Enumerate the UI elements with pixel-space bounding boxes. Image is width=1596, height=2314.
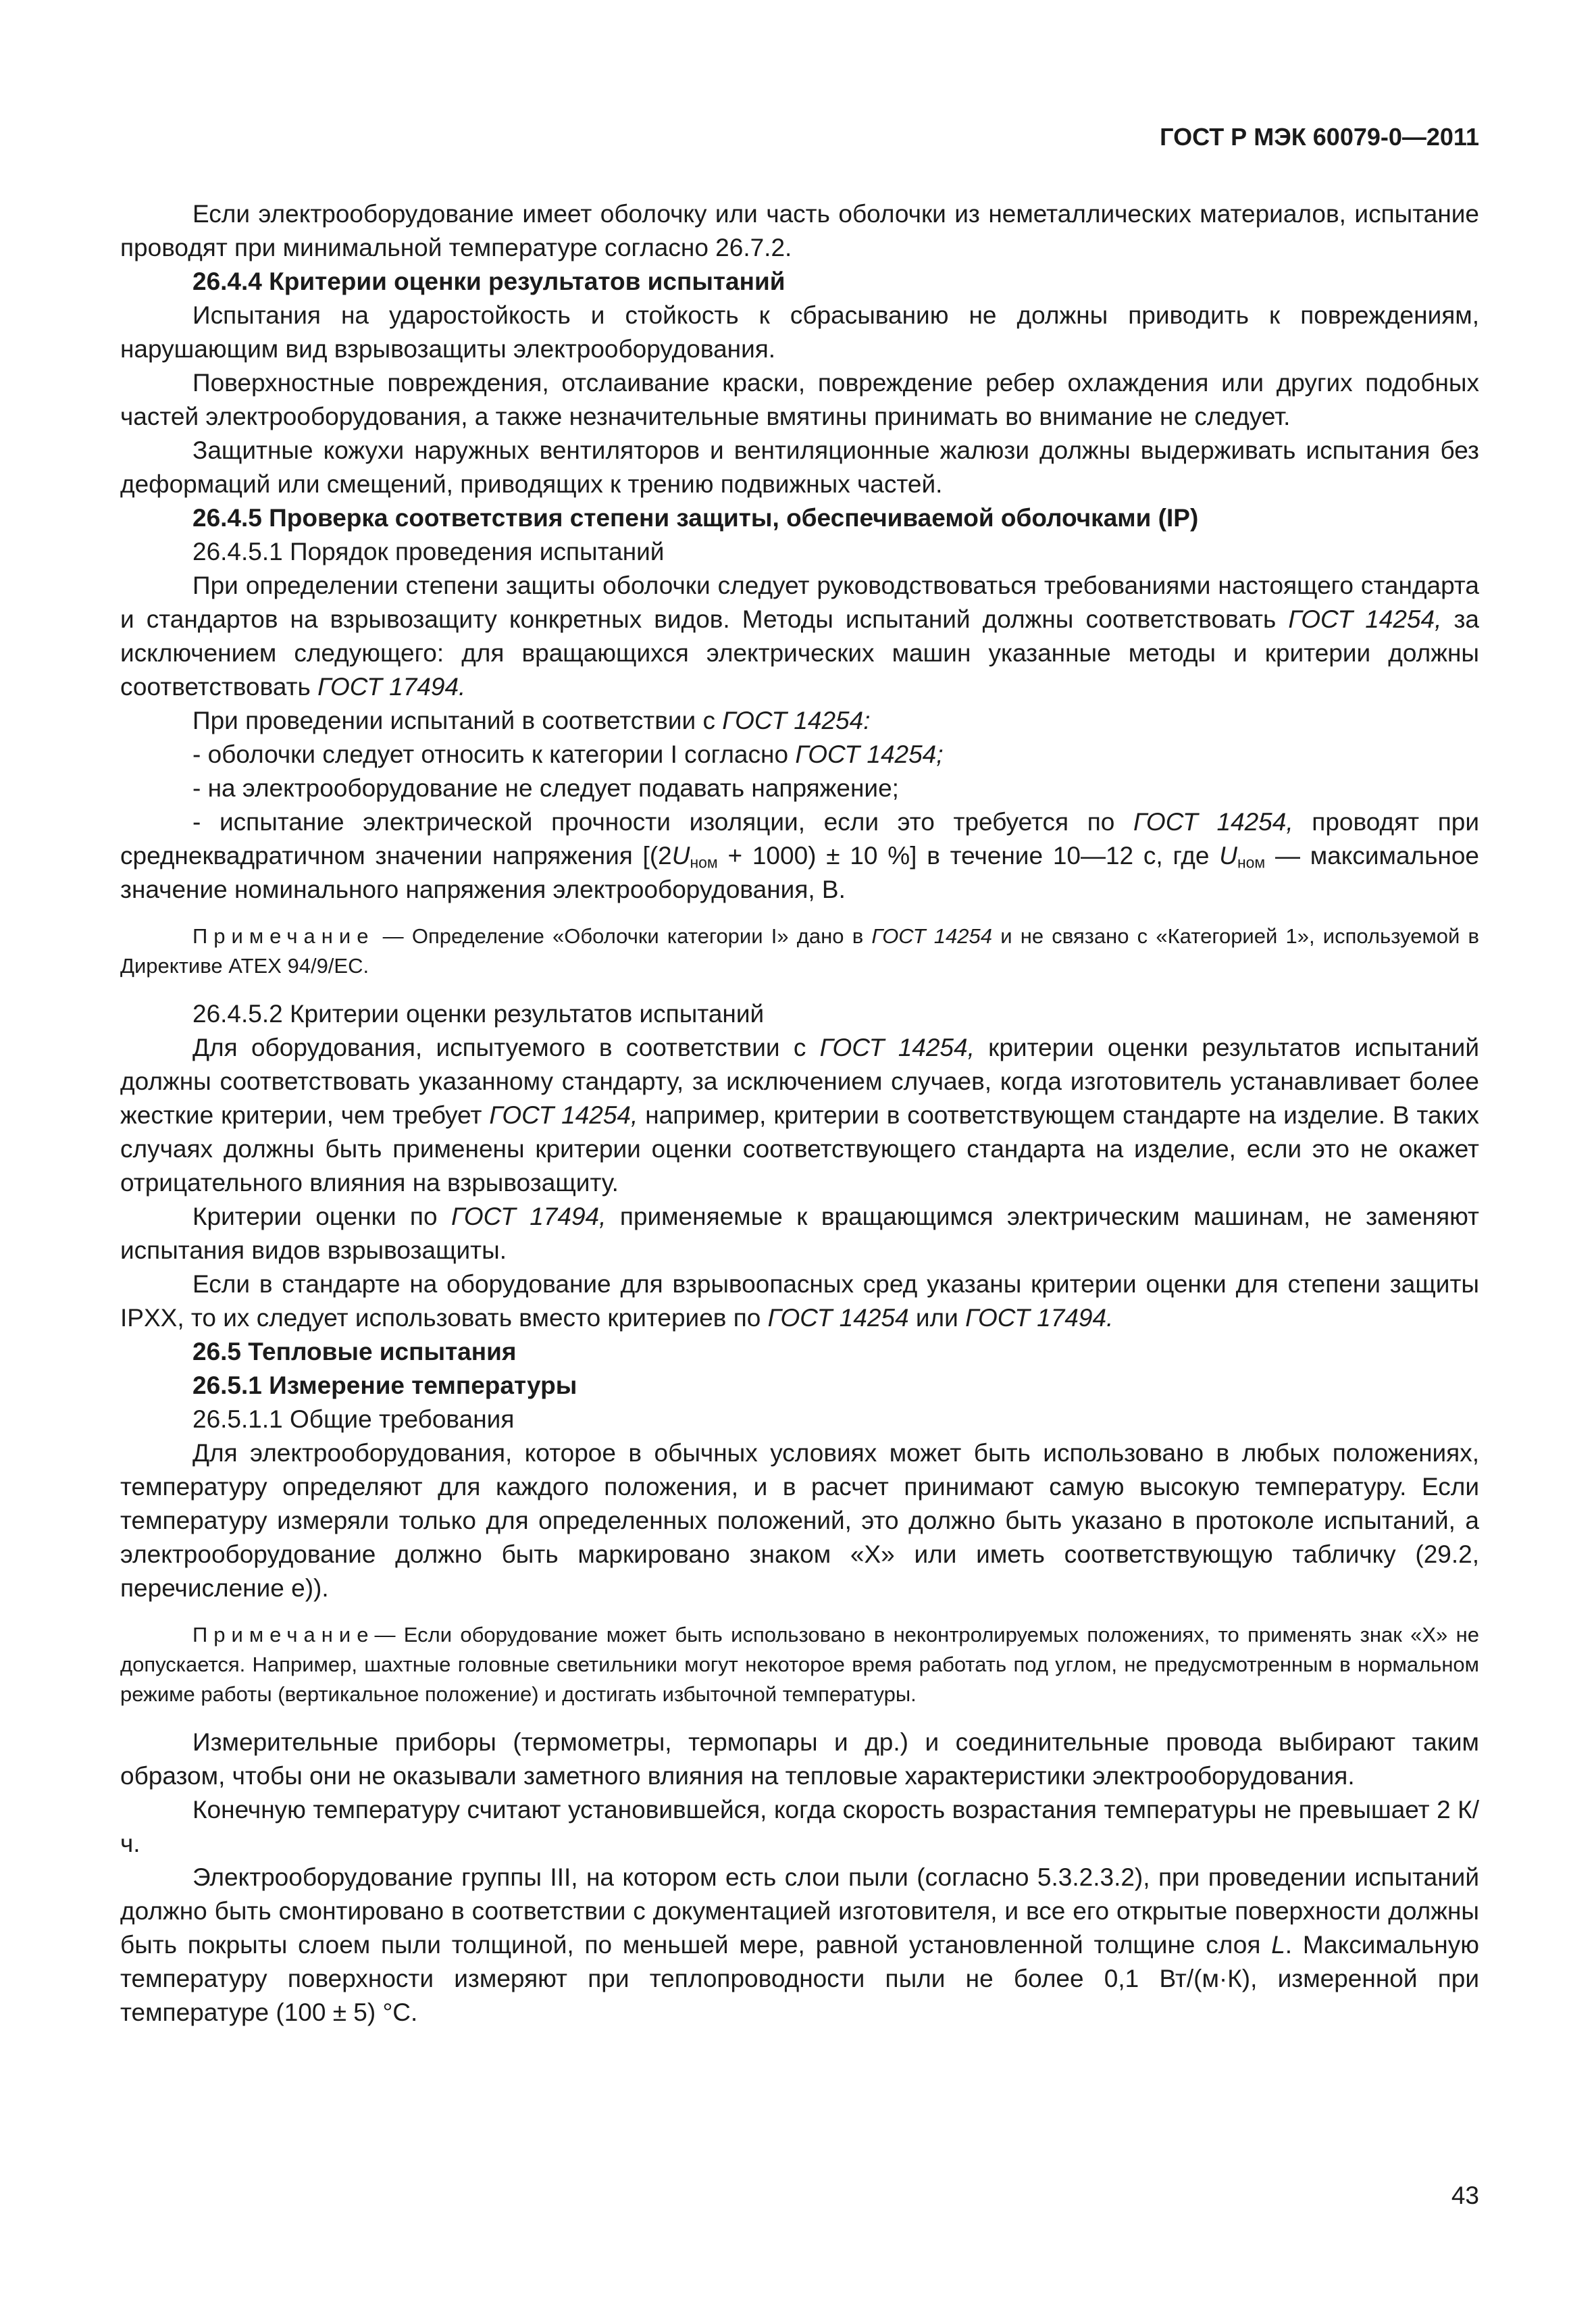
note-label: Примечание [192,1623,375,1646]
paragraph: Для оборудования, испытуемого в соответствии с ГОСТ 14254, критерии оценки результатов испытаний должны соответствовать указанному стандарту, за исключением случаев, когда изготовитель устанавливает более жесткие критерии, чем требует ГОСТ 14254, например, критерии в соответствующем стандарте на изделие. В таких случаях должны быть применены критерии оценки соответствующего стандарта на изделие, если это не окажет отрицательного влияния на взрывозащиту. [120,1034,1480,1197]
paragraph: Если в стандарте на оборудование для взрывоопасных сред указаны критерии оценки для степени защиты IPXX, то их следует использовать вместо критериев по ГОСТ 14254 или ГОСТ 17494. [120,1270,1479,1332]
standard-reference: ГОСТ 14254: [722,707,871,734]
paragraph: Критерии оценки по ГОСТ 17494, применяемые к вращающимся электрическим машинам, не заменяют испытания видов взрывозащиты. [120,1203,1480,1264]
list-item: - на электрооборудование не следует подавать напряжение; [192,774,899,802]
subsection-heading-26-4-5-1: 26.4.5.1 Порядок проведения испытаний [192,538,665,565]
paragraph: Защитные кожухи наружных вентиляторов и вентиляционные жалюзи должны выдерживать испытания без деформаций или смещений, приводящих к трению подвижных частей. [120,436,1479,498]
standard-reference: ГОСТ 17494. [965,1304,1114,1332]
note: Примечание — Определение «Оболочки категории I» дано в ГОСТ 14254 и не связано с «Категорией 1», используемой в Директиве ATEX 94/9/ЕС. [120,924,1479,978]
section-heading-26-5: 26.5 Тепловые испытания [192,1338,517,1365]
standard-reference: ГОСТ 14254 [767,1304,909,1332]
list-item: - испытание электрической прочности изоляции, если это требуется по ГОСТ 14254, проводят при среднеквадратичном значении напряжения [$(2U_{ном} + 1000) \pm 10$ %] в течение 10—12 с, где $U_{ном}$ — максимальное значение номинального напряжения электрооборудования, В. [120,808,1480,903]
standard-reference: ГОСТ 14254; [795,740,944,768]
paragraph: Конечную температуру считают установившейся, когда скорость возрастания температуры не превышает 2 К/ч. [120,1796,1479,1857]
standard-reference: ГОСТ 14254, [489,1101,638,1129]
paragraph: Для электрооборудования, которое в обычных условиях может быть использовано в любых положениях, температуру определяют для каждого положения, и в расчет принимают самую высокую температуру. Если температуру измеряли только для определенных положений, это должно быть указано в протоколе испытаний, а электрооборудование должно быть маркировано знаком «X» или иметь соответствующую табличку (29.2, перечисление е)). [120,1439,1479,1602]
list-item: - оболочки следует относить к категории I согласно ГОСТ 14254; [192,740,944,768]
voltage-symbol: U [671,842,690,870]
section-heading-26-4-4: 26.4.4 Критерии оценки результатов испытаний [192,268,786,295]
voltage-symbol: U [1219,842,1237,870]
standard-reference: ГОСТ 17494, [451,1203,607,1230]
voltage-subscript: ном [1237,853,1266,872]
paragraph: Измерительные приборы (термометры, термопары и др.) и соединительные провода выбирают таким образом, чтобы они не оказывали заметного влияния на тепловые характеристики электрооборудования. [120,1728,1479,1790]
document-body [120,197,1479,2030]
subsection-heading-26-5-1-1: 26.5.1.1 Общие требования [192,1405,515,1433]
section-heading-26-5-1: 26.5.1 Измерение температуры [192,1372,577,1399]
page-number: 43 [1451,2182,1479,2209]
paragraph: Поверхностные повреждения, отслаивание краски, повреждение ребер охлаждения или других подобных частей электрооборудования, а также незначительные вмятины принимать во внимание не следует. [120,369,1479,430]
standard-reference: ГОСТ 14254 [871,924,992,948]
document-code-header: ГОСТ Р МЭК 60079-0—2011 [1160,123,1479,151]
paragraph: Испытания на ударостойкость и стойкость к сбрасыванию не должны приводить к повреждениям, нарушающим вид взрывозащиты электрооборудования. [120,301,1479,363]
standard-reference: ГОСТ 17494. [317,673,466,701]
document-page [120,0,1479,2314]
subsection-heading-26-4-5-2: 26.4.5.2 Критерии оценки результатов испытаний [192,1000,765,1028]
note: Примечание— Если оборудование может быть использовано в неконтролируемых положениях, то применять знак «X» не допускается. Например, шахтные головные светильники могут некоторое время работать под углом, не предусмотренным в нормальном режиме работы (вертикальное положение) и достигать избыточной температуры. [120,1623,1479,1706]
standard-reference: ГОСТ 14254, [1133,808,1293,836]
note-label: Примечание [192,924,375,948]
paragraph: Электрооборудование группы III, на котором есть слои пыли (согласно 5.3.2.3.2), при проведении испытаний должно быть смонтировано в соответствии с документацией изготовителя, и все его открытые поверхности должны быть покрыты слоем пыли толщиной, по меньшей мере, равной установленной толщине слоя L. Максимальную температуру поверхности измеряют при теплопроводности пыли не более 0,1 Вт/(м·К), измеренной при температуре (100 ± 5) °С. [120,1863,1479,2026]
standard-reference: ГОСТ 14254, [1288,605,1442,633]
standard-reference: ГОСТ 14254, [819,1034,975,1061]
paragraph: При определении степени защиты оболочки следует руководствоваться требованиями настоящего стандарта и стандартов на взрывозащиту конкретных видов. Методы испытаний должны соответствовать ГОСТ 14254, за исключением следующего: для вращающихся электрических машин указанные методы и критерии должны соответствовать ГОСТ 17494. [120,572,1479,701]
paragraph: При проведении испытаний в соответствии с ГОСТ 14254: [192,707,871,734]
layer-thickness-symbol: L [1271,1931,1285,1959]
voltage-subscript: ном [690,853,718,872]
section-heading-26-4-5: 26.4.5 Проверка соответствия степени защиты, обеспечиваемой оболочками (IP) [192,504,1199,532]
paragraph: Если электрооборудование имеет оболочку или часть оболочки из неметаллических материалов, испытание проводят при минимальной температуре согласно 26.7.2. [120,200,1479,261]
